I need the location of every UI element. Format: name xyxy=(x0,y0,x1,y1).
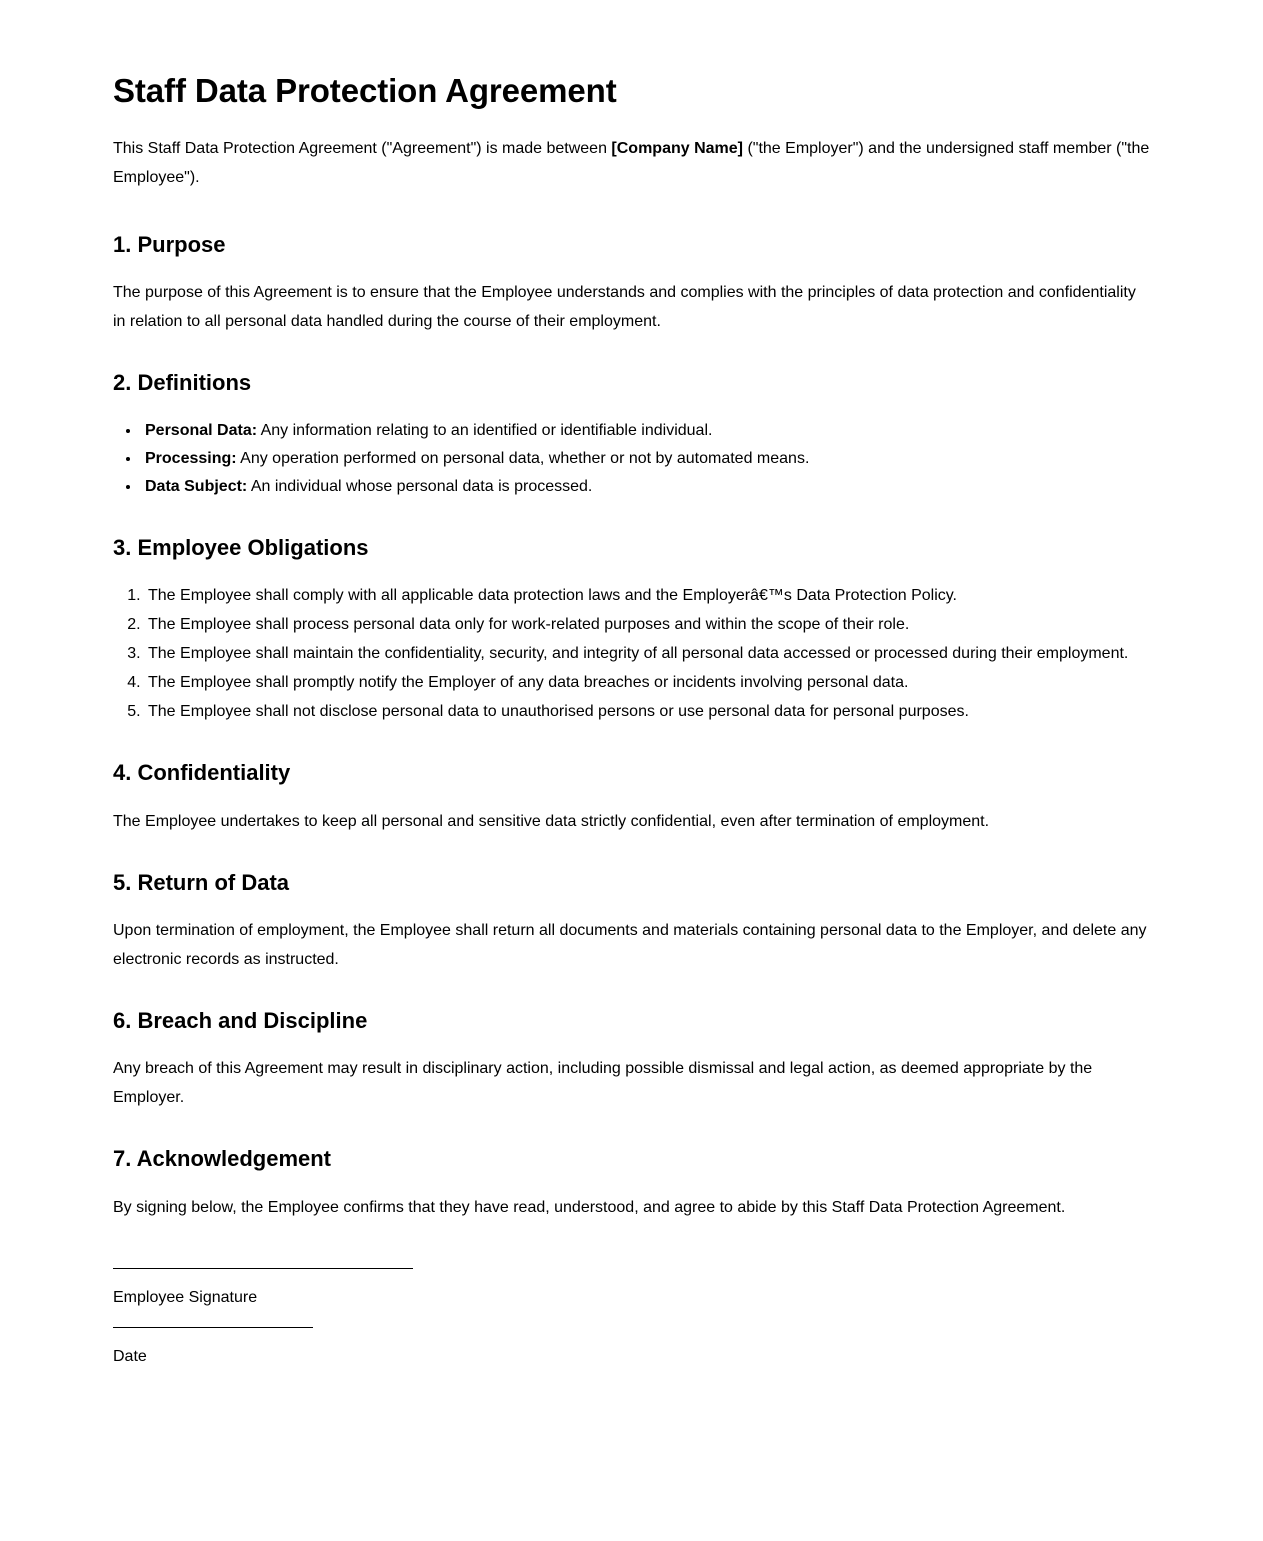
section-body-acknowledgement: By signing below, the Employee confirms that they have read, understood, and agree to abide by this Staff Data Protection Agreement. xyxy=(113,1198,1066,1216)
definition-text: Any information relating to an identified or identifiable individual. xyxy=(257,421,713,439)
section-body-return-of-data: Upon termination of employment, the Employee shall return all documents and materials containing personal data to the Employer, and delete any electronic records as instructed. xyxy=(113,921,1147,968)
definition-term: Personal Data: xyxy=(145,421,258,439)
intro-text-lead: This Staff Data Protection Agreement ("Agreement") is made between xyxy=(113,139,612,157)
intro-text-rest: ("the Employer") and the undersigned staff member ("the Employee"). xyxy=(113,139,1150,186)
list-item: 2. The Employee shall process personal data only for work-related purposes and within the scope of their role. xyxy=(145,610,1150,639)
section-body-confidentiality: The Employee undertakes to keep all personal and sensitive data strictly confidential, even after termination of employment. xyxy=(113,812,990,830)
employee-signature-line[interactable] xyxy=(113,1268,413,1269)
section-heading-purpose: 1. Purpose xyxy=(113,231,226,257)
section-breach-and-discipline xyxy=(113,1008,1150,1112)
obligations-list xyxy=(113,581,1150,726)
section-heading-acknowledgement: 7. Acknowledgement xyxy=(113,1146,332,1172)
definition-term: Processing: xyxy=(145,449,237,467)
definition-text: An individual whose personal data is processed. xyxy=(247,477,593,495)
section-heading-definitions: 2. Definitions xyxy=(113,370,252,396)
section-body-breach: Any breach of this Agreement may result in disciplinary action, including possible dismissal and legal action, as deemed appropriate by the Employer. xyxy=(113,1060,1093,1107)
list-item xyxy=(141,473,1150,501)
section-acknowledgement xyxy=(113,1146,1150,1221)
list-item xyxy=(141,445,1150,473)
section-heading-confidentiality: 4. Confidentiality xyxy=(113,760,291,786)
company-name-placeholder: [Company Name] xyxy=(611,139,743,157)
section-purpose xyxy=(113,232,1150,336)
date-label: Date xyxy=(113,1347,147,1365)
signature-block xyxy=(113,1268,1150,1368)
list-item: 3. The Employee shall maintain the confidentiality, security, and integrity of all personal data accessed or processed during their employment. xyxy=(145,639,1150,668)
section-body-purpose: The purpose of this Agreement is to ensure that the Employee understands and complies with the principles of data protection and confidentiality in relation to all personal data handled during the course of their employment. xyxy=(113,284,1136,331)
section-heading-breach: 6. Breach and Discipline xyxy=(113,1007,368,1033)
definition-term: Data Subject: xyxy=(145,477,248,495)
section-employee-obligations xyxy=(113,535,1150,726)
section-heading-return-of-data: 5. Return of Data xyxy=(113,869,290,895)
list-item: 1. The Employee shall comply with all applicable data protection laws and the Employerâ€™s Data Protection Policy. xyxy=(145,581,1150,610)
date-line[interactable] xyxy=(113,1327,313,1328)
list-item: 5. The Employee shall not disclose personal data to unauthorised persons or use personal data for personal purposes. xyxy=(145,697,1150,726)
section-return-of-data xyxy=(113,870,1150,974)
definitions-list xyxy=(113,417,1150,501)
employee-signature-label: Employee Signature xyxy=(113,1288,258,1306)
list-item xyxy=(141,417,1150,445)
section-confidentiality xyxy=(113,760,1150,835)
section-definitions xyxy=(113,370,1150,500)
intro-paragraph xyxy=(113,134,1150,192)
section-heading-obligations: 3. Employee Obligations xyxy=(113,534,369,560)
page-title: Staff Data Protection Agreement xyxy=(113,72,617,109)
definition-text: Any operation performed on personal data, whether or not by automated means. xyxy=(236,449,810,467)
list-item: 4. The Employee shall promptly notify the Employer of any data breaches or incidents involving personal data. xyxy=(145,668,1150,697)
